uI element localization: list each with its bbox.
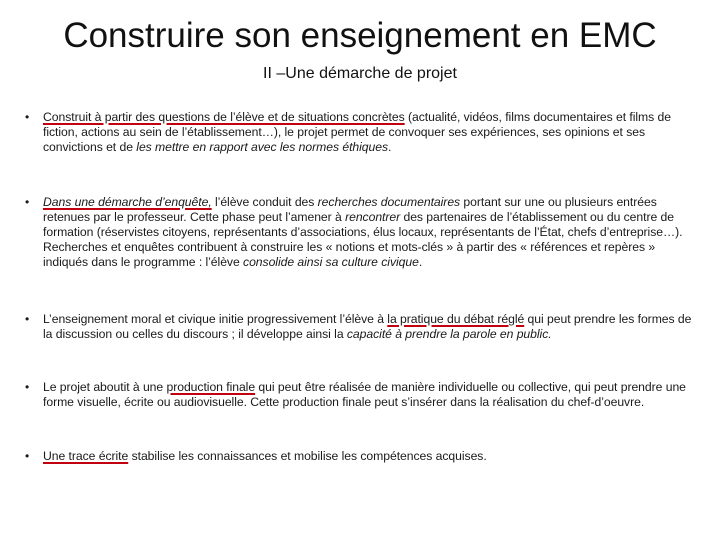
body-text: qui peut prendre les formes de la discussion ou celles du discours ; il développe ainsi la — [43, 312, 692, 341]
emphasis-text: recherches documentaires — [317, 195, 461, 209]
slide-title: Construire son enseignement en EMC — [63, 16, 657, 55]
bullet-marker: • — [25, 110, 30, 124]
bullet-text — [43, 380, 694, 410]
bullet-marker: • — [25, 380, 30, 394]
highlighted-phrase: la pratique du débat réglé — [387, 312, 525, 326]
bullet-marker: • — [25, 312, 30, 326]
emphasis-text: consolide ainsi sa culture civique — [243, 255, 419, 269]
body-text: . — [388, 140, 392, 154]
body-text: stabilise les connaissances et mobilise les compétences acquises. — [128, 449, 487, 463]
emphasis-text: rencontrer — [345, 210, 401, 224]
highlighted-phrase: Une trace écrite — [43, 449, 129, 463]
body-text: l’élève conduit des — [211, 195, 318, 209]
emphasis-text: les mettre en rapport avec les normes éthiques — [136, 140, 389, 154]
body-text: (actualité, vidéos, films documentaires et films de fiction, actions au sein de l’établissement…), le projet permet de convoquer ses expériences, ses opinions et ses convictions et de — [43, 110, 671, 154]
highlighted-phrase: Dans une démarche d’enquête, — [43, 195, 212, 209]
bullet-text — [43, 449, 694, 464]
bullet-text — [43, 195, 694, 270]
body-text: L’enseignement moral et civique initie progressivement l’élève à — [43, 312, 388, 326]
emphasis-text: capacité à prendre la parole en public. — [346, 327, 552, 341]
body-text: portant sur une ou plusieurs entrées retenues par le professeur. Cette phase peut l’amener à — [43, 195, 657, 224]
bullet-text — [43, 110, 694, 155]
body-text: Le projet aboutit à une — [43, 380, 167, 394]
bullet-marker: • — [25, 195, 30, 209]
highlighted-phrase: production finale — [166, 380, 256, 394]
highlighted-phrase: Construit à partir des questions de l’élève et de situations concrètes — [43, 110, 405, 124]
bullet-marker: • — [25, 449, 30, 463]
body-text: des partenaires de l’établissement ou du centre de formation (réservistes citoyens, représentants d’associations, élus locaux, représentants de l’État, chefs d’entreprise…). Recherches et enquêtes contribuent à construire les « notions et mots-clés » à partir des « références et repères » indiqués dans le programme : l’élève — [43, 210, 683, 269]
body-text: qui peut être réalisée de manière individuelle ou collective, qui peut prendre une forme visuelle, écrite ou audiovisuelle. Cette production finale peut s’insérer dans la réalisation du chef-d’oeuvre. — [43, 380, 686, 409]
body-text: . — [418, 255, 423, 269]
slide-subtitle: II –Une démarche de projet — [263, 65, 457, 82]
bullet-text — [43, 312, 694, 342]
